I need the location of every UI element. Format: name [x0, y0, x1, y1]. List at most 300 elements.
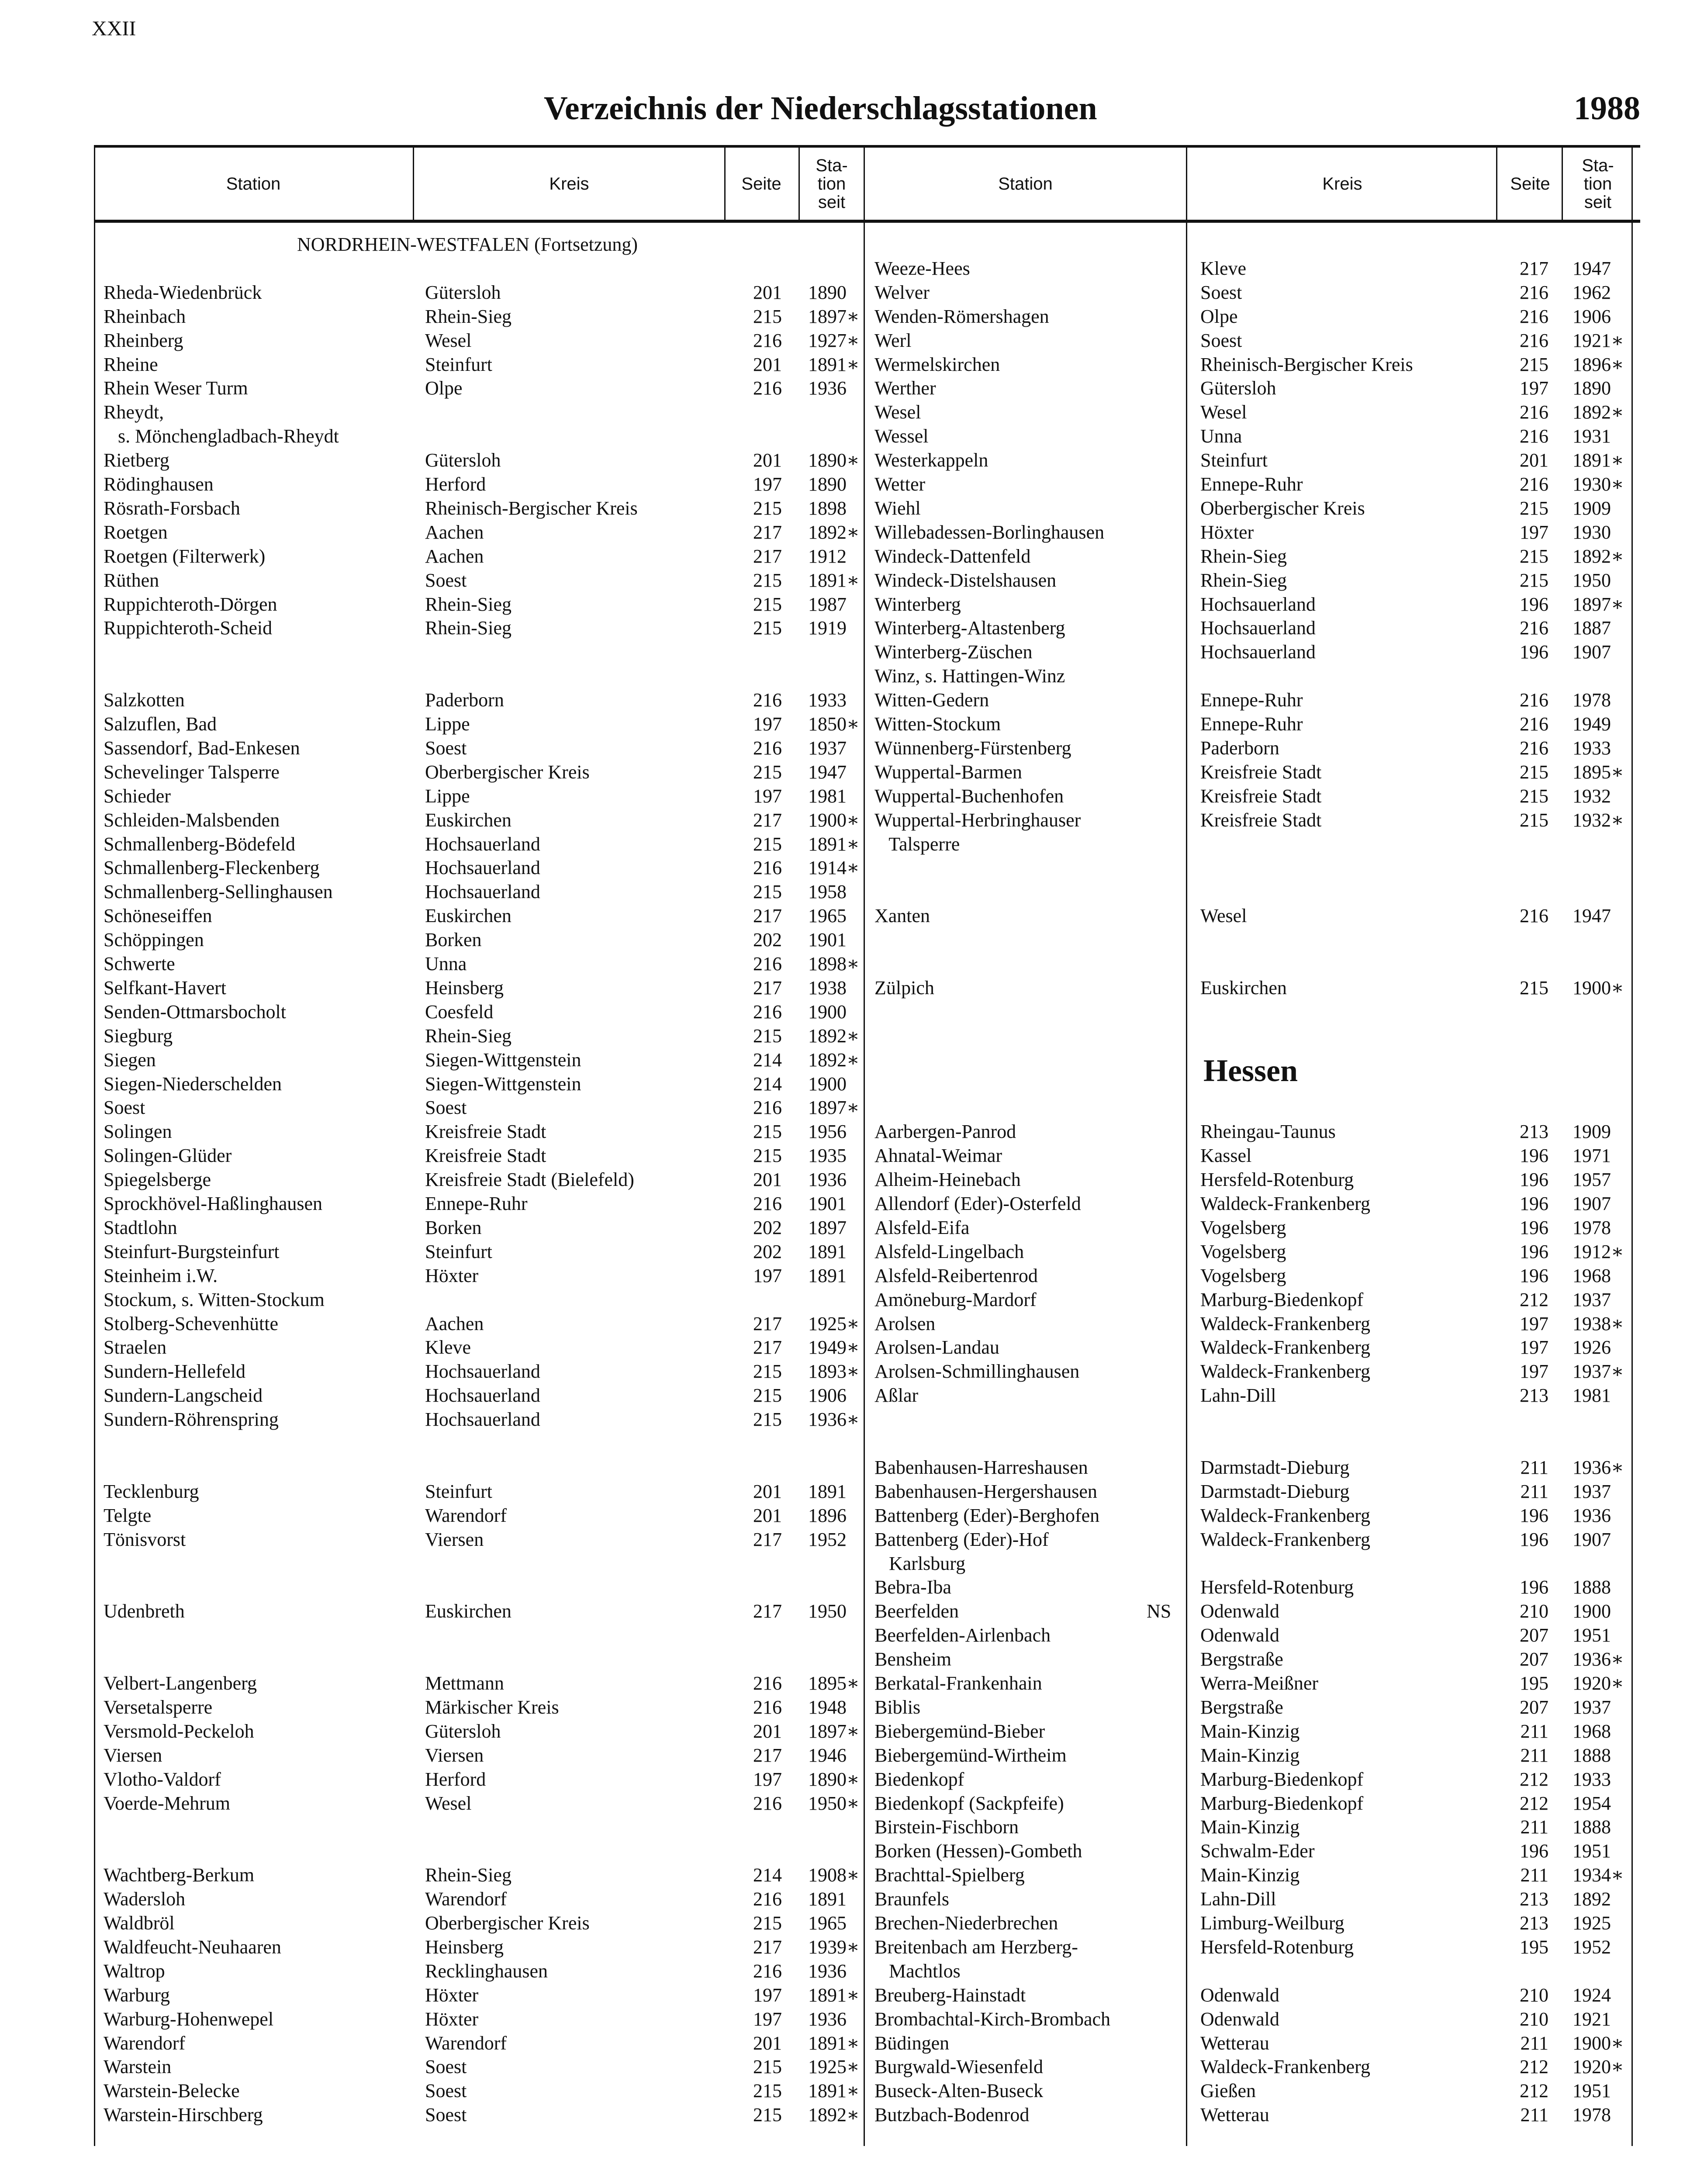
- station-name: Witten-Stockum: [874, 713, 1001, 735]
- station-name: Werther: [874, 377, 936, 399]
- seite-number: 216: [753, 1960, 782, 1982]
- seite-number: 216: [1520, 713, 1548, 735]
- seite-number: 210: [1520, 1984, 1548, 2006]
- table-row: [865, 1456, 1640, 1479]
- table-row: [865, 1672, 1640, 1695]
- kreis-name: Siegen-Wittgenstein: [425, 1073, 581, 1095]
- station-seit-year: 1906: [1573, 305, 1611, 327]
- station-name: Warendorf: [104, 2032, 186, 2054]
- kreis-name: Hochsauerland: [425, 833, 540, 855]
- seite-number: 215: [753, 1025, 782, 1047]
- station-seit-year: 1952: [808, 1528, 847, 1550]
- table-row: [94, 1360, 865, 1383]
- station-name: Büdingen: [874, 2032, 950, 2054]
- station-seit-year: 1936: [808, 1960, 847, 1982]
- table-row: [865, 1600, 1640, 1623]
- station-name: Breuberg-Hainstadt: [874, 1984, 1026, 2006]
- seite-number: 201: [753, 1720, 782, 1742]
- table-row: [865, 401, 1640, 424]
- kreis-name: Rhein-Sieg: [425, 593, 512, 615]
- station-name: Versmold-Peckeloh: [104, 1720, 254, 1742]
- table-row: [94, 1024, 865, 1048]
- seite-number: 210: [1520, 1600, 1548, 1622]
- station-seit-year: 1948: [808, 1696, 847, 1718]
- table-row: [865, 616, 1640, 640]
- station-name: Alsfeld-Lingelbach: [874, 1241, 1024, 1262]
- kreis-name: Oberbergischer Kreis: [425, 761, 590, 783]
- seite-number: 215: [753, 761, 782, 783]
- table-row: [865, 2008, 1640, 2031]
- seite-number: 217: [753, 521, 782, 543]
- kreis-name: Kreisfreie Stadt (Bielefeld): [425, 1169, 634, 1191]
- table-row: [94, 833, 865, 856]
- table-row: [94, 1240, 865, 1264]
- kreis-name: Hersfeld-Rotenburg: [1200, 1169, 1354, 1191]
- seite-number: 212: [1520, 2080, 1548, 2102]
- table-row: [865, 1144, 1640, 1168]
- table-row: [94, 1959, 865, 1983]
- table-row: [94, 1480, 865, 1503]
- kreis-name: Vogelsberg: [1200, 1265, 1286, 1286]
- seite-number: 215: [1520, 977, 1548, 999]
- station-name: Arolsen-Schmillinghausen: [874, 1361, 1080, 1382]
- station-name: Warstein-Belecke: [104, 2080, 240, 2102]
- kreis-name: Vogelsberg: [1200, 1241, 1286, 1262]
- station-seit-year: 1887: [1573, 617, 1611, 639]
- table-row: [865, 1504, 1640, 1527]
- table-row: [94, 1216, 865, 1240]
- kreis-name: Waldeck-Frankenberg: [1200, 1504, 1371, 1526]
- station-seit-year: 1930∗: [1573, 473, 1624, 495]
- table-row: [94, 401, 865, 424]
- seite-number: 201: [753, 1169, 782, 1191]
- table-row: [865, 1264, 1640, 1288]
- kreis-name: Soest: [425, 569, 467, 591]
- station-name: Alheim-Heinebach: [874, 1169, 1021, 1191]
- station-seit-year: 1939∗: [808, 1936, 860, 1958]
- kreis-name: Kreisfreie Stadt: [1200, 809, 1322, 831]
- station-seit-year: 1935: [808, 1145, 847, 1167]
- station-name: Warstein: [104, 2056, 172, 2078]
- station-seit-year: 1909: [1573, 497, 1611, 519]
- station-name: Schmallenberg-Fleckenberg: [104, 857, 320, 879]
- seite-number: 196: [1520, 1145, 1548, 1167]
- seite-number: 217: [753, 1337, 782, 1358]
- seite-number: 215: [753, 1361, 782, 1382]
- station-name: Willebadessen-Borlinghausen: [874, 521, 1105, 543]
- table-row: [865, 904, 1640, 928]
- table-row: [865, 2032, 1640, 2055]
- station-name: Schevelinger Talsperre: [104, 761, 280, 783]
- station-name: Roetgen: [104, 521, 168, 543]
- table-header: [865, 148, 1640, 223]
- station-seit-year: 1892∗: [808, 1025, 860, 1047]
- station-name: Beerfelden-Airlenbach: [874, 1624, 1051, 1646]
- seite-number: 211: [1520, 1816, 1548, 1838]
- seite-number: 201: [753, 2032, 782, 2054]
- station-seit-year: 1891∗: [808, 2032, 860, 2054]
- station-name: Wuppertal-Buchenhofen: [874, 785, 1064, 807]
- station-seit-year: 1946: [808, 1744, 847, 1766]
- table-row: [865, 784, 1640, 808]
- table-row: [94, 1312, 865, 1336]
- kreis-name: Marburg-Biedenkopf: [1200, 1289, 1364, 1310]
- header-station: Station: [998, 174, 1053, 194]
- table-row: [94, 736, 865, 760]
- table-row: [865, 1984, 1640, 2007]
- station-seit-year: 1924: [1573, 1984, 1611, 2006]
- kreis-name: Euskirchen: [425, 1600, 512, 1622]
- kreis-name: Kleve: [1200, 257, 1247, 279]
- kreis-name: Herford: [425, 473, 486, 495]
- station-seit-year: 1937: [808, 737, 847, 759]
- kreis-name: Heinsberg: [425, 977, 504, 999]
- station-name: Babenhausen-Hergershausen: [874, 1480, 1097, 1502]
- seite-number: 212: [1520, 1289, 1548, 1310]
- table-row: [94, 1120, 865, 1144]
- station-name: Butzbach-Bodenrod: [874, 2104, 1030, 2126]
- kreis-name: Main-Kinzig: [1200, 1744, 1300, 1766]
- station-name: Rheydt,: [104, 401, 164, 423]
- station-name: Karlsburg: [874, 1552, 966, 1574]
- station-seit-year: 1914∗: [808, 857, 860, 879]
- station-seit-year: 1950: [1573, 569, 1611, 591]
- kreis-name: Wesel: [425, 1792, 472, 1814]
- station-name: Waldfeucht-Neuhaaren: [104, 1936, 281, 1958]
- station-name: Tönisvorst: [104, 1528, 186, 1550]
- station-seit-year: 1890: [808, 281, 847, 303]
- kreis-name: Paderborn: [1200, 737, 1279, 759]
- table-row: [865, 545, 1640, 568]
- station-name: Stockum, s. Witten-Stockum: [104, 1289, 325, 1310]
- seite-number: 196: [1520, 1169, 1548, 1191]
- kreis-name: Soest: [425, 2104, 467, 2126]
- station-name: Ruppichteroth-Dörgen: [104, 593, 277, 615]
- station-seit-year: 1891: [808, 1888, 847, 1910]
- station-name: Windeck-Dattenfeld: [874, 545, 1031, 567]
- kreis-name: Marburg-Biedenkopf: [1200, 1768, 1364, 1790]
- station-name: Siegen: [104, 1049, 156, 1071]
- kreis-name: Main-Kinzig: [1200, 1720, 1300, 1742]
- station-seit-year: 1888: [1573, 1744, 1611, 1766]
- kreis-name: Ennepe-Ruhr: [425, 1193, 528, 1214]
- seite-number: 215: [753, 1385, 782, 1406]
- station-name: Arolsen-Landau: [874, 1337, 999, 1358]
- station-name: Wetter: [874, 473, 926, 495]
- table-row: [94, 1096, 865, 1120]
- seite-number: 214: [753, 1864, 782, 1886]
- kreis-name: Aachen: [425, 1313, 484, 1334]
- table-row: [865, 1192, 1640, 1216]
- station-seit-year: 1930: [1573, 521, 1611, 543]
- seite-number: 215: [753, 2104, 782, 2126]
- year: 1988: [1574, 90, 1640, 127]
- station-seit-year: 1978: [1573, 1216, 1611, 1238]
- table-row: [94, 1072, 865, 1096]
- station-name: Sundern-Langscheid: [104, 1385, 263, 1406]
- station-name: Spiegelsberge: [104, 1169, 211, 1191]
- kreis-name: Euskirchen: [1200, 977, 1287, 999]
- station-name: Solingen-Glüder: [104, 1145, 232, 1167]
- table-row: [94, 1696, 865, 1719]
- station-name: Vlotho-Valdorf: [104, 1768, 221, 1790]
- station-name: Schöppingen: [104, 929, 204, 951]
- station-seit-year: 1925∗: [808, 1313, 860, 1334]
- table-row: [94, 2103, 865, 2127]
- table-row: [865, 1552, 1640, 1576]
- station-name: Rietberg: [104, 449, 169, 471]
- station-seit-year: 1890∗: [808, 449, 860, 471]
- seite-number: 215: [753, 497, 782, 519]
- kreis-name: Lahn-Dill: [1200, 1385, 1276, 1406]
- header-seite: Seite: [741, 174, 781, 194]
- kreis-name: Unna: [425, 953, 467, 975]
- kreis-name: Höxter: [425, 1265, 479, 1286]
- station-seit-year: 1898∗: [808, 953, 860, 975]
- seite-number: 211: [1520, 1720, 1548, 1742]
- seite-number: 197: [753, 785, 782, 807]
- seite-number: 215: [1520, 545, 1548, 567]
- station-name: Schmallenberg-Bödefeld: [104, 833, 296, 855]
- station-name: Solingen: [104, 1121, 172, 1143]
- kreis-name: Steinfurt: [1200, 449, 1268, 471]
- kreis-name: Kreisfreie Stadt: [425, 1121, 546, 1143]
- station-name: Steinheim i.W.: [104, 1265, 218, 1286]
- station-name: Arolsen: [874, 1313, 936, 1334]
- kreis-name: Odenwald: [1200, 1600, 1279, 1622]
- seite-number: 213: [1520, 1121, 1548, 1143]
- table-row: [94, 928, 865, 952]
- seite-number: 216: [1520, 425, 1548, 447]
- kreis-name: Kassel: [1200, 1145, 1252, 1167]
- station-seit-year: 1909: [1573, 1121, 1611, 1143]
- seite-number: 215: [1520, 761, 1548, 783]
- ns-marker: NS: [1147, 1600, 1172, 1622]
- station-seit-year: 1892∗: [808, 1049, 860, 1071]
- station-seit-year: 1936: [808, 2008, 847, 2030]
- station-name: Waldbröl: [104, 1912, 175, 1934]
- table-row: [865, 521, 1640, 544]
- station-name: Brechen-Niederbrechen: [874, 1912, 1058, 1934]
- station-name: Weeze-Hees: [874, 257, 970, 279]
- seite-number: 216: [1520, 905, 1548, 927]
- seite-number: 196: [1520, 1576, 1548, 1598]
- station-seit-year: 1934∗: [1573, 1864, 1624, 1886]
- kreis-name: Märkischer Kreis: [425, 1696, 559, 1718]
- seite-number: 201: [753, 281, 782, 303]
- table-row: [94, 1288, 865, 1312]
- station-name: Battenberg (Eder)-Hof: [874, 1528, 1049, 1550]
- kreis-name: Rheinisch-Bergischer Kreis: [1200, 353, 1413, 375]
- kreis-name: Kreisfreie Stadt: [1200, 761, 1322, 783]
- seite-number: 201: [1520, 449, 1548, 471]
- table-row: [94, 904, 865, 928]
- seite-number: 213: [1520, 1888, 1548, 1910]
- station-seit-year: 1900: [1573, 1600, 1611, 1622]
- station-seit-year: 1890∗: [808, 1768, 860, 1790]
- table-row: [865, 736, 1640, 760]
- station-name: Biebergemünd-Bieber: [874, 1720, 1045, 1742]
- table-row: [94, 1168, 865, 1192]
- table-row: [94, 1192, 865, 1216]
- station-seit-year: 1892∗: [808, 521, 860, 543]
- table-row: [865, 377, 1640, 400]
- seite-number: 216: [753, 737, 782, 759]
- table-row: [865, 1935, 1640, 1959]
- station-name: Rüthen: [104, 569, 159, 591]
- station-seit-year: 1981: [1573, 1385, 1611, 1406]
- kreis-name: Steinfurt: [425, 353, 492, 375]
- station-seit-year: 1936∗: [808, 1409, 860, 1431]
- seite-number: 217: [753, 1600, 782, 1622]
- station-name: Alsfeld-Reibertenrod: [874, 1265, 1038, 1286]
- table-row: [94, 353, 865, 377]
- table-header: [94, 148, 865, 223]
- station-name: Westerkappeln: [874, 449, 988, 471]
- station-seit-year: 1968: [1573, 1265, 1611, 1286]
- station-name: Rhein Weser Turm: [104, 377, 248, 399]
- station-seit-year: 1888: [1573, 1576, 1611, 1598]
- table-row: [865, 1120, 1640, 1144]
- table-row: [94, 1887, 865, 1911]
- station-name: Zülpich: [874, 977, 934, 999]
- table-row: [94, 1000, 865, 1024]
- table-row: [94, 809, 865, 832]
- station-seit-year: 1907: [1573, 1193, 1611, 1214]
- station-seit-year: 1937∗: [1573, 1361, 1624, 1382]
- table-row: [865, 1360, 1640, 1383]
- station-name: Brombachtal-Kirch-Brombach: [874, 2008, 1111, 2030]
- kreis-name: Soest: [425, 1097, 467, 1119]
- kreis-name: Rhein-Sieg: [1200, 545, 1287, 567]
- kreis-name: Hochsauerland: [425, 857, 540, 879]
- table-row: [94, 545, 865, 568]
- station-seit-year: 1920∗: [1573, 1673, 1624, 1694]
- station-name: Wessel: [874, 425, 929, 447]
- station-seit-year: 1891∗: [808, 1984, 860, 2006]
- station-name: s. Mönchengladbach-Rheydt: [104, 425, 339, 447]
- seite-number: 215: [753, 593, 782, 615]
- station-name: Wuppertal-Barmen: [874, 761, 1022, 783]
- seite-number: 217: [753, 977, 782, 999]
- kreis-name: Steinfurt: [425, 1241, 492, 1262]
- seite-number: 214: [753, 1049, 782, 1071]
- seite-number: 196: [1520, 1840, 1548, 1862]
- station-name: Soest: [104, 1097, 145, 1119]
- station-seit-year: 1931: [1573, 425, 1611, 447]
- station-seit-year: 1949∗: [808, 1337, 860, 1358]
- station-seit-year: 1891: [808, 1241, 847, 1262]
- station-seit-year: 1921: [1573, 2008, 1611, 2030]
- kreis-name: Darmstadt-Dieburg: [1200, 1456, 1350, 1478]
- table-row: [865, 1911, 1640, 1935]
- kreis-name: Gießen: [1200, 2080, 1256, 2102]
- station-seit-year: 1890: [808, 473, 847, 495]
- station-seit-year: 1978: [1573, 2104, 1611, 2126]
- kreis-name: Oberbergischer Kreis: [425, 1912, 590, 1934]
- station-name: Biedenkopf (Sackpfeife): [874, 1792, 1064, 1814]
- station-name: Wachtberg-Berkum: [104, 1864, 255, 1886]
- station-seit-year: 1957: [1573, 1169, 1611, 1191]
- seite-number: 216: [1520, 305, 1548, 327]
- station-seit-year: 1891∗: [1573, 449, 1624, 471]
- station-name: Schmallenberg-Sellinghausen: [104, 881, 333, 903]
- table-row: [94, 2079, 865, 2103]
- kreis-name: Waldeck-Frankenberg: [1200, 2056, 1371, 2078]
- station-seit-year: 1925∗: [808, 2056, 860, 2078]
- station-seit-year: 1897∗: [808, 1097, 860, 1119]
- table-row: [865, 640, 1640, 664]
- station-name: Senden-Ottmarsbocholt: [104, 1001, 286, 1023]
- kreis-name: Rhein-Sieg: [425, 1025, 512, 1047]
- station-seit-year: 1950∗: [808, 1792, 860, 1814]
- table-row: [865, 1216, 1640, 1240]
- seite-number: 212: [1520, 2056, 1548, 2078]
- table-row: [94, 473, 865, 496]
- seite-number: 197: [753, 1984, 782, 2006]
- station-name: Ruppichteroth-Scheid: [104, 617, 273, 639]
- kreis-name: Wetterau: [1200, 2032, 1269, 2054]
- kreis-name: Limburg-Weilburg: [1200, 1912, 1344, 1934]
- table-row: [94, 2008, 865, 2031]
- table-row: [94, 2032, 865, 2055]
- kreis-name: Lippe: [425, 785, 470, 807]
- table-row: [865, 1768, 1640, 1791]
- station-seit-year: 1901: [808, 929, 847, 951]
- station-seit-year: 1936∗: [1573, 1648, 1624, 1670]
- station-name: Bebra-Iba: [874, 1576, 951, 1598]
- station-name: Straelen: [104, 1337, 167, 1358]
- seite-number: 215: [753, 1121, 782, 1143]
- station-seit-year: 1932∗: [1573, 809, 1624, 831]
- station-name: Babenhausen-Harreshausen: [874, 1456, 1088, 1478]
- kreis-name: Euskirchen: [425, 809, 512, 831]
- page-title: Verzeichnis der Niederschlagsstationen: [544, 90, 1097, 127]
- station-name: Rödinghausen: [104, 473, 214, 495]
- station-seit-year: 1920∗: [1573, 2056, 1624, 2078]
- kreis-name: Warendorf: [425, 1504, 507, 1526]
- table-row: [94, 952, 865, 976]
- station-name: Warburg-Hohenwepel: [104, 2008, 274, 2030]
- station-name: Rheda-Wiedenbrück: [104, 281, 262, 303]
- seite-number: 215: [753, 2080, 782, 2102]
- station-name: Xanten: [874, 905, 930, 927]
- kreis-name: Bergstraße: [1200, 1696, 1283, 1718]
- station-seit-year: 1965: [808, 1912, 847, 1934]
- station-name: Wadersloh: [104, 1888, 186, 1910]
- kreis-name: Odenwald: [1200, 1984, 1279, 2006]
- seite-number: 211: [1520, 1480, 1548, 1502]
- seite-number: 216: [1520, 281, 1548, 303]
- table-row: [865, 1863, 1640, 1887]
- seite-number: 217: [753, 1744, 782, 1766]
- station-name: Voerde-Mehrum: [104, 1792, 230, 1814]
- station-name: Warstein-Hirschberg: [104, 2104, 263, 2126]
- table-row: [865, 425, 1640, 448]
- station-seit-year: 1951: [1573, 1840, 1611, 1862]
- kreis-name: Olpe: [1200, 305, 1238, 327]
- table-row: [94, 1144, 865, 1168]
- station-name: Siegen-Niederschelden: [104, 1073, 282, 1095]
- seite-number: 207: [1520, 1696, 1548, 1718]
- table-row: [865, 976, 1640, 1000]
- table-row: [865, 2055, 1640, 2079]
- seite-number: 196: [1520, 1193, 1548, 1214]
- station-seit-year: 1900: [808, 1073, 847, 1095]
- kreis-name: Ennepe-Ruhr: [1200, 713, 1303, 735]
- station-seit-year: 1898: [808, 497, 847, 519]
- station-seit-year: 1936: [808, 1169, 847, 1191]
